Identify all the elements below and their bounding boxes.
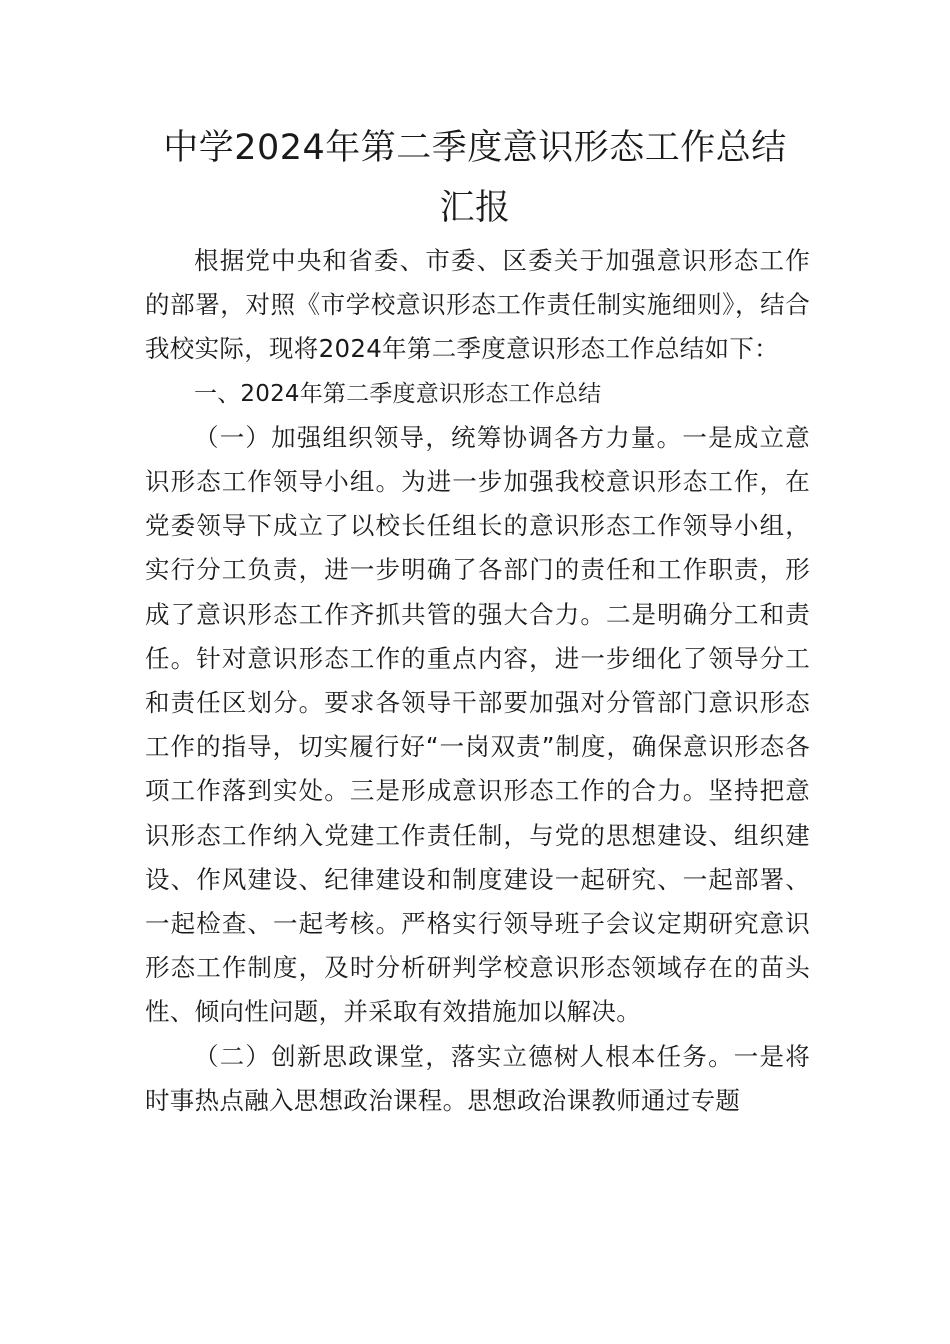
intro-paragraph: 根据党中央和省委、市委、区委关于加强意识形态工作的部署，对照《市学校意识形态工作责任制实施细则》，结合我校实际，现将2024年第二季度意识形态工作总结如下： (145, 246, 810, 364)
paragraph-ideology-class: （二）创新思政课堂，落实立德树人根本任务。一是将时事热点融入思想政治课程。思想政治课教师通过专题 (145, 1041, 810, 1115)
title-line-1: 中学2024年第二季度意识形态工作总结 (163, 128, 787, 168)
paragraph-organization: （一）加强组织领导，统筹协调各方力量。一是成立意识形态工作领导小组。为进一步加强我校意识形态工作，在党委领导下成立了以校长任组长的意识形态工作领导小组，实行分工负责，进一步明确了各部门的责任和工作职责，形成了意识形态工作齐抓共管的强大合力。二是明确分工和责任。针对意识形态工作的重点内容，进一步细化了领导分工和责任区划分。要求各领导干部要加强对分管部门意识形态工作的指导，切实履行好“一岗双责”制度，确保意识形态各项工作落到实处。三是形成意识形态工作的合力。坚持把意识形态工作纳入党建工作责任制，与党的思想建设、组织建设、作风建设、纪律建设和制度建设一起研究、一起部署、一起检查、一起考核。严格实行领导班子会议定期研究意识形态工作制度，及时分析研判学校意识形态领域存在的苗头性、倾向性问题，并采取有效措施加以解决。 (145, 422, 810, 1027)
title-line-2: 汇报 (439, 188, 511, 228)
document-title (120, 118, 830, 238)
document-body (145, 239, 810, 1123)
section-heading: 一、2024年第二季度意识形态工作总结 (194, 380, 602, 407)
